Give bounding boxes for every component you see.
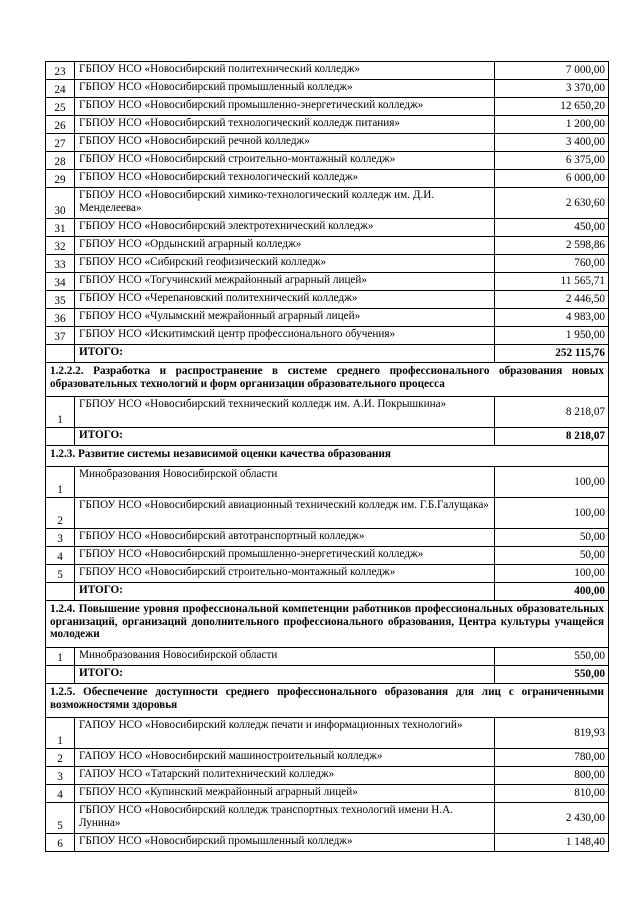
- organization-name: ГАПОУ НСО «Татарский политехнический колледж»: [75, 767, 495, 785]
- row-number: 35: [46, 291, 75, 309]
- row-number: 32: [46, 237, 75, 255]
- row-number: 1: [46, 467, 75, 498]
- total-amount: 8 218,07: [495, 428, 609, 446]
- section-header: [46, 363, 609, 397]
- organization-name: ГБПОУ НСО «Новосибирский промышленно-энергетический колледж»: [75, 98, 495, 116]
- organization-name: ГАПОУ НСО «Новосибирский машиностроительный колледж»: [75, 749, 495, 767]
- table-row: [46, 237, 609, 255]
- amount: 3 400,00: [495, 134, 609, 152]
- amount: 819,93: [495, 718, 609, 749]
- table-row: [46, 397, 609, 428]
- table-row: [46, 547, 609, 565]
- total-row: [46, 345, 609, 363]
- row-number: 2: [46, 498, 75, 529]
- amount: 12 650,20: [495, 98, 609, 116]
- amount: 100,00: [495, 498, 609, 529]
- organization-name: ГБПОУ НСО «Новосибирский промышленный колледж»: [75, 834, 495, 852]
- table-row: [46, 785, 609, 803]
- row-number: 1: [46, 718, 75, 749]
- amount: 100,00: [495, 565, 609, 583]
- organization-name: Минобразования Новосибирской области: [75, 467, 495, 498]
- amount: 2 630,60: [495, 188, 609, 219]
- section-title: 1.2.4. Повышение уровня профессиональной компетенции работников профессиональных образовательных организаций, организаций дополнительного профессионального образования, Центра культуры учащейся молодежи: [46, 601, 609, 648]
- table-row: [46, 62, 609, 80]
- total-row: [46, 666, 609, 684]
- amount: 7 000,00: [495, 62, 609, 80]
- total-row: [46, 583, 609, 601]
- row-number: 23: [46, 62, 75, 80]
- row-number: 30: [46, 188, 75, 219]
- amount: 1 950,00: [495, 327, 609, 345]
- table-row: [46, 565, 609, 583]
- table-row: [46, 834, 609, 852]
- table-row: [46, 291, 609, 309]
- amount: 760,00: [495, 255, 609, 273]
- row-number: 1: [46, 397, 75, 428]
- row-number: 28: [46, 152, 75, 170]
- row-number: 4: [46, 547, 75, 565]
- amount: 450,00: [495, 219, 609, 237]
- table-row: [46, 188, 609, 219]
- table-row: [46, 309, 609, 327]
- table-row: [46, 219, 609, 237]
- organization-name: ГБПОУ НСО «Чулымский межрайонный аграрный лицей»: [75, 309, 495, 327]
- table-row: [46, 98, 609, 116]
- row-number: 33: [46, 255, 75, 273]
- amount: 11 565,71: [495, 273, 609, 291]
- row-number: 1: [46, 648, 75, 666]
- table-row: [46, 116, 609, 134]
- amount: 4 983,00: [495, 309, 609, 327]
- table-row: [46, 498, 609, 529]
- section-header: [46, 684, 609, 718]
- amount: 550,00: [495, 648, 609, 666]
- table-row: [46, 327, 609, 345]
- amount: 6 375,00: [495, 152, 609, 170]
- section-header: [46, 446, 609, 467]
- total-label: ИТОГО:: [75, 428, 495, 446]
- total-row: [46, 428, 609, 446]
- total-amount: 252 115,76: [495, 345, 609, 363]
- row-number: 2: [46, 749, 75, 767]
- row-number: 27: [46, 134, 75, 152]
- row-number: 34: [46, 273, 75, 291]
- table-row: [46, 767, 609, 785]
- organization-name: ГБПОУ НСО «Сибирский геофизический колледж»: [75, 255, 495, 273]
- amount: 780,00: [495, 749, 609, 767]
- amount: 50,00: [495, 529, 609, 547]
- amount: 2 446,50: [495, 291, 609, 309]
- amount: 2 430,00: [495, 803, 609, 834]
- organization-name: ГБПОУ НСО «Новосибирский речной колледж»: [75, 134, 495, 152]
- empty-cell: [46, 583, 75, 601]
- organization-name: ГБПОУ НСО «Черепановский политехнический колледж»: [75, 291, 495, 309]
- row-number: 26: [46, 116, 75, 134]
- table-row: [46, 134, 609, 152]
- organization-name: ГБПОУ НСО «Новосибирский политехнический колледж»: [75, 62, 495, 80]
- table-row: [46, 152, 609, 170]
- section-title: 1.2.2.2. Разработка и распространение в системе среднего профессионального образования новых образовательных технологий и форм организации образовательного процесса: [46, 363, 609, 397]
- amount: 1 200,00: [495, 116, 609, 134]
- empty-cell: [46, 428, 75, 446]
- organization-name: ГБПОУ НСО «Искитимский центр профессионального обучения»: [75, 327, 495, 345]
- amount: 800,00: [495, 767, 609, 785]
- organization-name: ГБПОУ НСО «Новосибирский электротехнический колледж»: [75, 219, 495, 237]
- table-row: [46, 467, 609, 498]
- organization-name: ГБПОУ НСО «Новосибирский химико-технологический колледж им. Д.И. Менделеева»: [75, 188, 495, 219]
- amount: 50,00: [495, 547, 609, 565]
- organization-name: ГБПОУ НСО «Новосибирский технический колледж им. А.И. Покрышкина»: [75, 397, 495, 428]
- row-number: 29: [46, 170, 75, 188]
- amount: 3 370,00: [495, 80, 609, 98]
- row-number: 3: [46, 767, 75, 785]
- organization-name: ГБПОУ НСО «Купинский межрайонный аграрный лицей»: [75, 785, 495, 803]
- table-row: [46, 529, 609, 547]
- amount: 8 218,07: [495, 397, 609, 428]
- organization-name: ГБПОУ НСО «Новосибирский промышленно-энергетический колледж»: [75, 547, 495, 565]
- organization-name: ГБПОУ НСО «Новосибирский промышленный колледж»: [75, 80, 495, 98]
- organization-name: ГБПОУ НСО «Новосибирский автотранспортный колледж»: [75, 529, 495, 547]
- table-row: [46, 648, 609, 666]
- row-number: 37: [46, 327, 75, 345]
- table-row: [46, 273, 609, 291]
- row-number: 3: [46, 529, 75, 547]
- row-number: 36: [46, 309, 75, 327]
- table-row: [46, 255, 609, 273]
- row-number: 24: [46, 80, 75, 98]
- total-label: ИТОГО:: [75, 345, 495, 363]
- organization-name: ГБПОУ НСО «Новосибирский строительно-монтажный колледж»: [75, 565, 495, 583]
- table-row: [46, 718, 609, 749]
- organization-name: Минобразования Новосибирской области: [75, 648, 495, 666]
- table-row: [46, 803, 609, 834]
- organization-name: ГБПОУ НСО «Тогучинский межрайонный аграрный лицей»: [75, 273, 495, 291]
- table-row: [46, 170, 609, 188]
- row-number: 4: [46, 785, 75, 803]
- total-amount: 400,00: [495, 583, 609, 601]
- amount: 810,00: [495, 785, 609, 803]
- amount: 6 000,00: [495, 170, 609, 188]
- organization-name: ГБПОУ НСО «Новосибирский авиационный технический колледж им. Г.Б.Галущака»: [75, 498, 495, 529]
- table-row: [46, 80, 609, 98]
- budget-table-document: [45, 61, 608, 852]
- row-number: 6: [46, 834, 75, 852]
- funding-table: [45, 61, 609, 852]
- organization-name: ГБПОУ НСО «Новосибирский технологический колледж»: [75, 170, 495, 188]
- amount: 1 148,40: [495, 834, 609, 852]
- amount: 100,00: [495, 467, 609, 498]
- organization-name: ГБПОУ НСО «Новосибирский строительно-монтажный колледж»: [75, 152, 495, 170]
- total-label: ИТОГО:: [75, 666, 495, 684]
- empty-cell: [46, 345, 75, 363]
- organization-name: ГАПОУ НСО «Новосибирский колледж печати и информационных технологий»: [75, 718, 495, 749]
- empty-cell: [46, 666, 75, 684]
- row-number: 5: [46, 803, 75, 834]
- row-number: 5: [46, 565, 75, 583]
- amount: 2 598,86: [495, 237, 609, 255]
- section-title: 1.2.3. Развитие системы независимой оценки качества образования: [46, 446, 609, 467]
- section-title: 1.2.5. Обеспечение доступности среднего профессионального образования для лиц с ограниченными возможностями здоровья: [46, 684, 609, 718]
- organization-name: ГБПОУ НСО «Новосибирский технологический колледж питания»: [75, 116, 495, 134]
- organization-name: ГБПОУ НСО «Ордынский аграрный колледж»: [75, 237, 495, 255]
- section-header: [46, 601, 609, 648]
- table-row: [46, 749, 609, 767]
- row-number: 25: [46, 98, 75, 116]
- total-label: ИТОГО:: [75, 583, 495, 601]
- total-amount: 550,00: [495, 666, 609, 684]
- organization-name: ГБПОУ НСО «Новосибирский колледж транспортных технологий имени Н.А. Лунина»: [75, 803, 495, 834]
- row-number: 31: [46, 219, 75, 237]
